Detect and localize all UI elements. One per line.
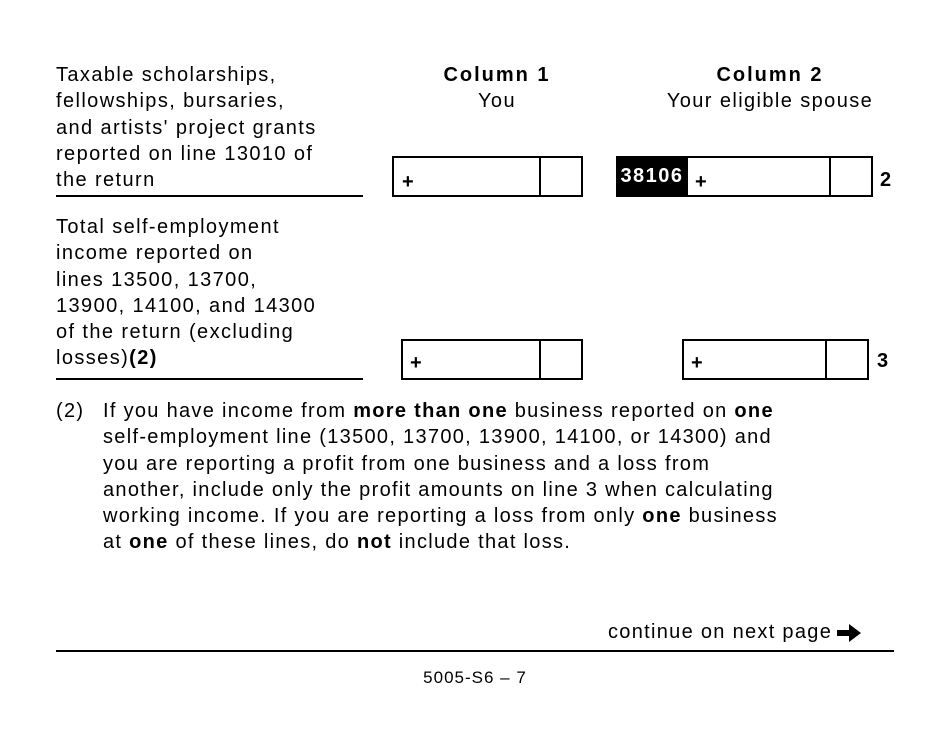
line-3-label bbox=[56, 214, 316, 372]
footnote-line: another, include only the profit amounts on line 3 when calculating bbox=[103, 478, 774, 501]
column-2-heading: Column 2 bbox=[716, 64, 824, 86]
footnote-marker: (2) bbox=[56, 400, 85, 422]
line-3-col2-dollars-field[interactable] bbox=[682, 339, 827, 380]
line-3-col2-cents-field[interactable] bbox=[825, 339, 869, 380]
line-2-label-text: the return bbox=[56, 169, 156, 192]
field-code-38106: 38106 bbox=[616, 156, 688, 197]
note-2-reference: (2) bbox=[129, 347, 158, 370]
line-number-2: 2 bbox=[880, 169, 892, 191]
column-2-header bbox=[640, 62, 900, 114]
line-2-underline bbox=[56, 195, 363, 197]
continue-text: continue on next page bbox=[608, 621, 833, 643]
column-1-header bbox=[397, 62, 597, 114]
line-3-label-last bbox=[56, 345, 316, 371]
line-3-col1-plus-sign: + bbox=[410, 352, 422, 374]
continue-on-next-page bbox=[608, 619, 862, 645]
line-2-label bbox=[56, 62, 317, 193]
footnote-line: you are reporting a profit from one business and a loss from bbox=[103, 452, 711, 475]
line-3-label-text: of the return (excluding bbox=[56, 321, 295, 344]
line-2-col1-cents-field[interactable] bbox=[539, 156, 583, 197]
footnote-line: self-employment line (13500, 13700, 13900, 14100, or 14300) and bbox=[103, 426, 772, 449]
line-3-col2-plus-sign: + bbox=[691, 352, 703, 374]
line-2-label-text: Taxable scholarships, bbox=[56, 64, 277, 86]
right-arrow-icon bbox=[836, 622, 862, 644]
line-3-col1-dollars-field[interactable] bbox=[401, 339, 541, 380]
line-2-col2-dollars-field[interactable] bbox=[686, 156, 831, 197]
column-1-heading: Column 1 bbox=[443, 64, 551, 86]
column-1-subheading: You bbox=[478, 90, 516, 112]
column-2-subheading: Your eligible spouse bbox=[666, 90, 874, 112]
line-3-col1-cents-field[interactable] bbox=[539, 339, 583, 380]
footnote-line: at one of these lines, do not include that loss. bbox=[103, 531, 572, 554]
footnote-text bbox=[103, 398, 778, 556]
line-2-col2-plus-sign: + bbox=[695, 171, 707, 193]
line-3-label-text: losses) bbox=[56, 347, 130, 370]
line-2-label-text: reported on line 13010 of bbox=[56, 142, 314, 165]
line-3-underline bbox=[56, 378, 363, 380]
line-2-col2-cents-field[interactable] bbox=[829, 156, 873, 197]
line-3-label-text: 13900, 14100, and 14300 bbox=[56, 294, 317, 317]
form-page-number: 5005-S6 – 7 bbox=[423, 668, 527, 687]
footnote-line: If you have income from more than one business reported on one bbox=[103, 400, 774, 422]
line-2-label-text: and artists' project grants bbox=[56, 116, 317, 139]
line-3-label-text: income reported on bbox=[56, 242, 254, 265]
line-2-col1-plus-sign: + bbox=[402, 171, 414, 193]
line-number-3: 3 bbox=[877, 350, 889, 372]
page-bottom-rule bbox=[56, 650, 894, 652]
line-3-label-text: lines 13500, 13700, bbox=[56, 268, 258, 291]
line-2-label-text: fellowships, bursaries, bbox=[56, 90, 285, 113]
line-2-col1-dollars-field[interactable] bbox=[392, 156, 541, 197]
line-3-label-text: Total self-employment bbox=[56, 216, 280, 238]
footnote-line: working income. If you are reporting a loss from only one business bbox=[103, 505, 778, 528]
